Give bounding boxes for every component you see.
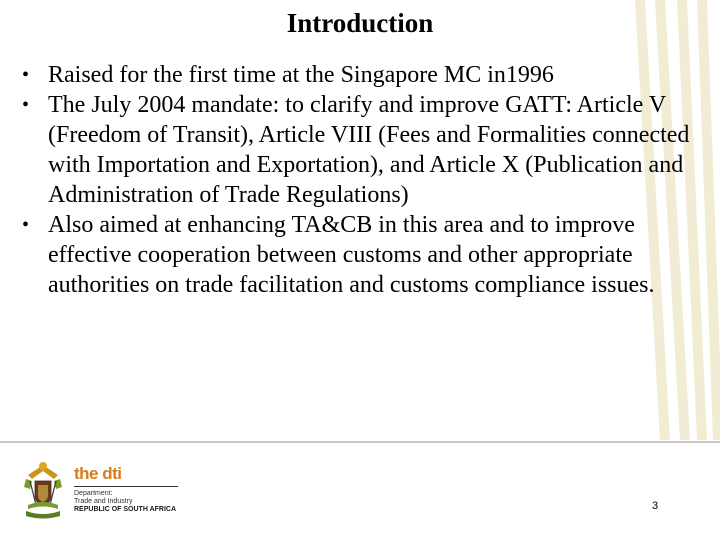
dti-department-name: Trade and Industry — [74, 498, 133, 505]
dti-country: REPUBLIC OF SOUTH AFRICA — [74, 506, 177, 513]
page-number: 3 — [651, 500, 659, 512]
coat-of-arms-icon — [20, 459, 66, 521]
bullet-icon: • — [22, 214, 30, 236]
dti-brand — [74, 465, 122, 483]
dti-brand-name: dti — [102, 464, 122, 483]
dti-logo — [74, 465, 194, 521]
bullet-item — [22, 210, 702, 300]
slide-title: Introduction — [286, 8, 434, 38]
bullet-icon: • — [22, 94, 30, 116]
bullet-text: Also aimed at enhancing TA&CB in this area and to improve effective cooperation between customs and other appropriate authorities on trade facilitation and customs compliance issues. — [48, 212, 655, 298]
dti-brand-the: the — [74, 464, 103, 483]
bullet-text: Raised for the first time at the Singapore MC in1996 — [48, 62, 554, 88]
bullet-item — [22, 60, 702, 90]
bullet-list — [22, 60, 702, 300]
dti-logo-rule — [74, 486, 178, 487]
bullet-text: The July 2004 mandate: to clarify and improve GATT: Article V (Freedom of Transit), Article VIII (Fees and Formalities connected with Importation and Exportation), and Article X (Publication and Administration of Trade Regulations) — [48, 92, 690, 208]
dti-department: Department: — [74, 490, 113, 497]
footer — [0, 443, 720, 540]
bullet-item — [22, 90, 702, 210]
bullet-icon: • — [22, 64, 30, 86]
